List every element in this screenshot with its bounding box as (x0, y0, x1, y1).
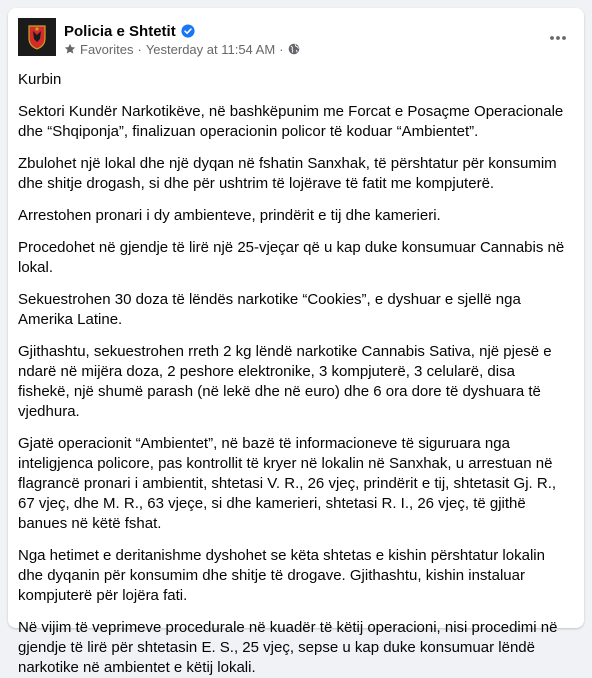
post-header (8, 8, 584, 70)
post-timestamp[interactable]: Yesterday at 11:54 AM (145, 41, 276, 57)
meta-separator: · (137, 41, 142, 57)
more-options-icon (548, 28, 568, 48)
post-meta (64, 41, 300, 57)
post-card (8, 8, 584, 676)
favorites-label[interactable]: Favorites (80, 41, 134, 57)
meta-separator-2: · (279, 41, 284, 57)
post-paragraph: Gjithashtu, sekuestrohen rreth 2 kg lëndë narkotike Cannabis Sativa, një pjesë e ndarë në mijëra doza, 2 peshore elektronike, 3 kompjuterë, 3 celularë, disa fishekë, një shumë parash (në lekë dhe në euro) dhe 6 ora dore të dyshuara të vjedhura. (18, 343, 552, 420)
post-paragraph: Sektori Kundër Narkotikëve, në bashkëpunim me Forcat e Posaçme Operacionale dhe “Shqiponja”, finalizuan operacionin policor të koduar “Ambientet”. (18, 103, 564, 140)
author-row (64, 21, 195, 41)
post-paragraph: Gjatë operacionit “Ambientet”, në bazë të informacioneve të siguruara nga inteligjenca policore, pas kontrollit të kryer në lokalin në Sanxhak, u arrestuan në flagrancë pronari i ambientit, shtetasi V. R., 26 vjeç, prindërit e tij, shtetasit Gj. R., 67 vjeç, dhe M. R., 63 vjeçe, si dhe kamerieri, shtetasi R. I., 26 vjeç, të gjithë banues në këtë fshat. (18, 435, 557, 532)
post-paragraph: Procedohet në gjendje të lirë një 25-vjeçar që u kap duke konsumuar Cannabis në lokal. (18, 239, 565, 276)
star-icon (64, 43, 76, 55)
post-paragraph: Në vijim të veprimeve procedurale në kuadër të këtij operacioni, nisi procedimi në gjendje të lirë për shtetasin E. S., 25 vjeç, sepse u kap duke konsumuar lëndë narkotike në ambientet e këtij lokali. (18, 619, 558, 676)
post-paragraph: Kurbin (18, 71, 62, 88)
post-paragraph: Nga hetimet e deritanishme dyshohet se këta shtetas e kishin përshtatur lokalin dhe dyqanin për konsumim dhe shitje të drogave. Gjithashtu, kishin instaluar kompjuterë për lojëra fati. (18, 547, 545, 604)
post-paragraph: Arrestohen pronari i dy ambienteve, prindërit e tij dhe kamerieri. (18, 207, 441, 224)
police-emblem-icon (18, 18, 56, 56)
verified-badge-icon (181, 24, 195, 38)
more-options-button[interactable] (542, 22, 574, 54)
post-body (8, 70, 584, 678)
author-name[interactable]: Policia e Shtetit (64, 22, 176, 40)
post-paragraph: Sekuestrohen 30 doza të lëndës narkotike “Cookies”, e dyshuar e sjellë nga Amerika Latine. (18, 291, 521, 328)
post-paragraph: Zbulohet një lokal dhe një dyqan në fshatin Sanxhak, të përshtatur për konsumim dhe shitje drogash, si dhe për ushtrim të lojërave të fatit me kompjuterë. (18, 155, 557, 192)
avatar[interactable] (18, 18, 56, 56)
globe-icon (288, 43, 300, 55)
